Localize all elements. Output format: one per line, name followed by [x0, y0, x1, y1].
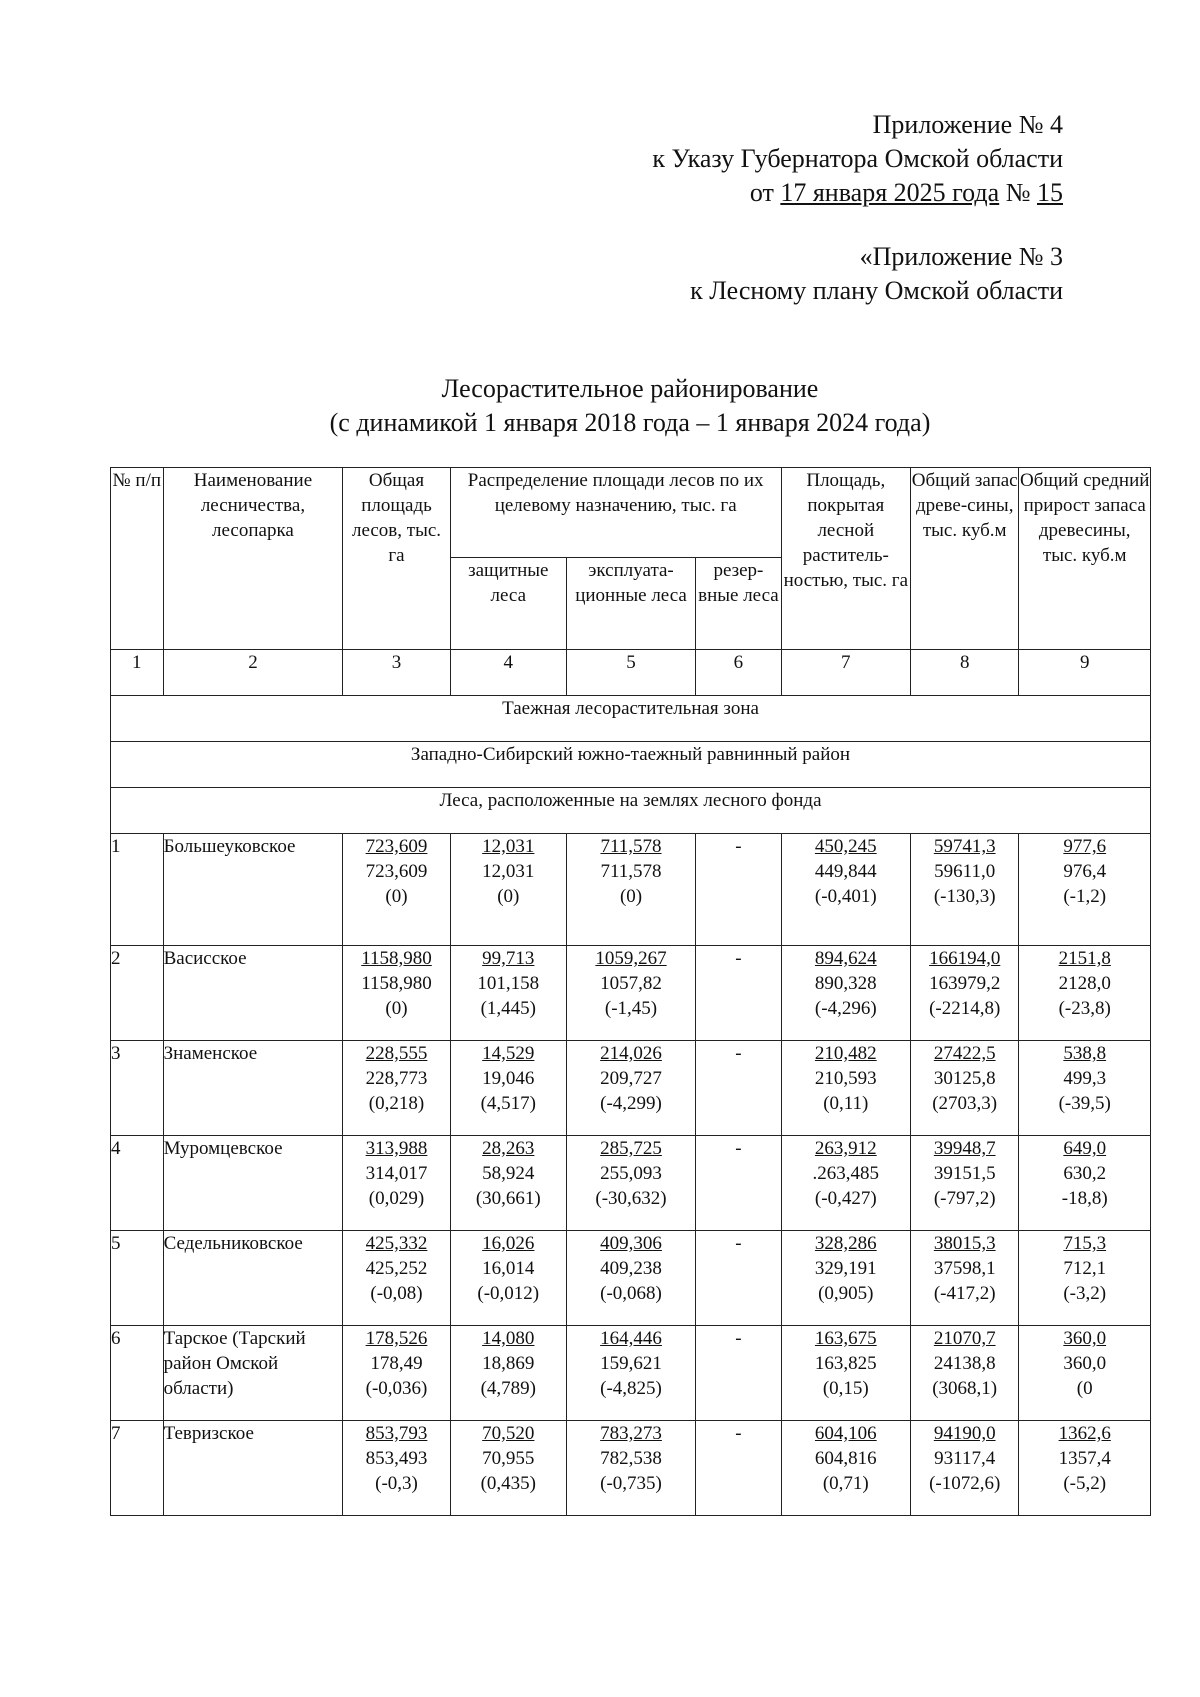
value-2024: 70,955 [482, 1448, 535, 1469]
value-2018: 2151,8 [1058, 948, 1111, 969]
table-row [111, 946, 1151, 1041]
value-change: (-0,401) [814, 886, 877, 907]
section-region: Западно-Сибирский южно-таежный равнинный район [111, 742, 1151, 788]
header-date: 17 января 2025 года [780, 178, 1000, 207]
value-2018: 1158,980 [361, 948, 432, 969]
value-2018: 711,578 [600, 836, 662, 857]
value-change: (-0,735) [600, 1473, 662, 1494]
total-area-cell [343, 1231, 450, 1326]
header-purpose-distribution: Распределение площади лесов по их целевому назначению, тыс. га [450, 468, 781, 558]
value-change: (2703,3) [932, 1093, 998, 1114]
wood-stock-cell [910, 1231, 1018, 1326]
header-date-prefix: от [749, 178, 781, 207]
table-row [111, 1231, 1151, 1326]
value-change: (0) [385, 998, 408, 1019]
value-2024: 604,816 [814, 1448, 877, 1469]
row-number: 1 [111, 834, 164, 946]
value-2024: 499,3 [1063, 1068, 1107, 1089]
value-2018: 38015,3 [933, 1233, 996, 1254]
column-number: 4 [450, 650, 566, 696]
value-change: (4,517) [480, 1093, 536, 1114]
wood-stock-cell [910, 834, 1018, 946]
value-2018: 977,6 [1063, 836, 1107, 857]
row-number: 2 [111, 946, 164, 1041]
wood-stock-cell [910, 1136, 1018, 1231]
total-area-cell [343, 834, 450, 946]
value-change: (-23,8) [1058, 998, 1111, 1019]
value-change: (-3,2) [1063, 1283, 1107, 1304]
increment-cell [1019, 1421, 1151, 1516]
value-2018: 39948,7 [933, 1138, 996, 1159]
value-2024: 449,844 [814, 861, 877, 882]
value-2018: 715,3 [1063, 1233, 1107, 1254]
production-cell [566, 1136, 695, 1231]
total-area-cell [343, 946, 450, 1041]
value-2018: 163,675 [814, 1328, 877, 1349]
value-2024: 59611,0 [934, 861, 996, 882]
forestry-name: Васисское [163, 946, 343, 1041]
value-2024: 723,609 [365, 861, 428, 882]
column-number: 7 [781, 650, 910, 696]
value-2024: 30125,8 [933, 1068, 996, 1089]
value-change: (-39,5) [1058, 1093, 1111, 1114]
value-2018: 409,306 [600, 1233, 662, 1254]
row-number: 7 [111, 1421, 164, 1516]
value-2018: 27422,5 [933, 1043, 996, 1064]
value-2024: 255,093 [600, 1163, 662, 1184]
column-number: 8 [910, 650, 1018, 696]
value-2024: 976,4 [1063, 861, 1107, 882]
value-2018: 285,725 [600, 1138, 662, 1159]
reserve-cell: - [696, 1421, 781, 1516]
value-change: -18,8) [1061, 1188, 1108, 1209]
title-line-2: (с динамикой 1 января 2018 года – 1 января 2024 года) [329, 408, 931, 437]
wood-stock-cell [910, 1326, 1018, 1421]
column-number: 5 [566, 650, 695, 696]
value-2018: 164,446 [600, 1328, 662, 1349]
protective-cell [450, 834, 566, 946]
covered-area-cell [781, 1421, 910, 1516]
protective-cell [450, 1231, 566, 1326]
covered-area-cell [781, 1231, 910, 1326]
value-2018: 263,912 [814, 1138, 877, 1159]
production-cell [566, 946, 695, 1041]
value-2024: 314,017 [365, 1163, 428, 1184]
value-change: (30,661) [475, 1188, 541, 1209]
increment-cell [1019, 834, 1151, 946]
value-2024: 12,031 [482, 861, 535, 882]
value-2018: 425,332 [365, 1233, 428, 1254]
value-change: (-4,296) [814, 998, 877, 1019]
value-2024: 1158,980 [361, 973, 432, 994]
value-2018: 604,106 [814, 1423, 877, 1444]
protective-cell [450, 1421, 566, 1516]
covered-area-cell [781, 834, 910, 946]
forestry-name: Муромцевское [163, 1136, 343, 1231]
page-title [110, 372, 1150, 440]
value-change: (0 [1076, 1378, 1093, 1399]
value-2018: 313,988 [365, 1138, 428, 1159]
protective-cell [450, 1136, 566, 1231]
value-change: (-5,2) [1063, 1473, 1107, 1494]
value-2024: 329,191 [814, 1258, 877, 1279]
value-change: (3068,1) [932, 1378, 998, 1399]
value-2018: 94190,0 [933, 1423, 996, 1444]
header-reserve-forests: резер-вные леса [696, 558, 781, 650]
table-row [111, 1421, 1151, 1516]
value-2018: 14,080 [482, 1328, 535, 1349]
value-2018: 59741,3 [933, 836, 996, 857]
value-change: (0) [619, 886, 643, 907]
value-2018: 28,263 [482, 1138, 535, 1159]
value-2024: 39151,5 [933, 1163, 996, 1184]
value-change: (-0,08) [370, 1283, 423, 1304]
value-2024: 37598,1 [933, 1258, 996, 1279]
row-number: 5 [111, 1231, 164, 1326]
value-change: (1,445) [480, 998, 536, 1019]
covered-area-cell [781, 946, 910, 1041]
column-number-row [111, 650, 1151, 696]
forestry-name: Знаменское [163, 1041, 343, 1136]
value-2018: 538,8 [1063, 1043, 1107, 1064]
value-change: (0,435) [480, 1473, 536, 1494]
reserve-cell: - [696, 834, 781, 946]
value-2018: 14,529 [482, 1043, 535, 1064]
value-change: (0,905) [818, 1283, 874, 1304]
production-cell [566, 1326, 695, 1421]
value-2024: 712,1 [1063, 1258, 1107, 1279]
value-2024: 19,046 [482, 1068, 535, 1089]
protective-cell [450, 1041, 566, 1136]
value-2018: 99,713 [482, 948, 535, 969]
value-2024: 210,593 [814, 1068, 877, 1089]
value-2018: 360,0 [1063, 1328, 1107, 1349]
forest-zoning-table [110, 467, 1151, 1516]
header-average-increment: Общий средний прирост запаса древесины, тыс. куб.м [1019, 468, 1151, 650]
header-covered-area: Площадь, покрытая лесной раститель-ностью, тыс. га [781, 468, 910, 650]
section-zone: Таежная лесорастительная зона [111, 696, 1151, 742]
value-2018: 1362,6 [1058, 1423, 1111, 1444]
increment-cell [1019, 946, 1151, 1041]
value-change: (0,218) [368, 1093, 425, 1114]
value-2018: 723,609 [365, 836, 428, 857]
increment-cell [1019, 1136, 1151, 1231]
production-cell [566, 1231, 695, 1326]
forestry-name: Большеуковское [163, 834, 343, 946]
total-area-cell [343, 1041, 450, 1136]
value-change: (-0,3) [375, 1473, 418, 1494]
value-change: (-1,2) [1063, 886, 1107, 907]
value-2024: 178,49 [370, 1353, 423, 1374]
production-cell [566, 1041, 695, 1136]
value-change: (0,11) [823, 1093, 869, 1114]
header-forestry-name: Наименование лесничества, лесопарка [163, 468, 343, 650]
reserve-cell: - [696, 1041, 781, 1136]
value-2024: 1357,4 [1058, 1448, 1111, 1469]
value-2018: 70,520 [482, 1423, 535, 1444]
header-protective-forests: защитные леса [450, 558, 566, 650]
covered-area-cell [781, 1136, 910, 1231]
value-change: (-30,632) [595, 1188, 667, 1209]
increment-cell [1019, 1231, 1151, 1326]
title-line-1: Лесорастительное районирование [441, 374, 819, 403]
forestry-name: Седельниковское [163, 1231, 343, 1326]
value-2018: 214,026 [600, 1043, 662, 1064]
subheader-line-plan: к Лесному плану Омской области [690, 276, 1063, 305]
value-2024: 159,621 [600, 1353, 662, 1374]
value-2018: 12,031 [482, 836, 535, 857]
value-2024: 890,328 [814, 973, 877, 994]
document-subheader [690, 240, 1063, 308]
value-change: (0,71) [822, 1473, 869, 1494]
value-2018: 450,245 [814, 836, 877, 857]
value-change: (-1,45) [604, 998, 658, 1019]
section-land-category: Леса, расположенные на землях лесного фонда [111, 788, 1151, 834]
value-2024: 1057,82 [600, 973, 662, 994]
row-number: 6 [111, 1326, 164, 1421]
value-2024: 18,869 [482, 1353, 535, 1374]
subheader-line-appendix: «Приложение № 3 [859, 242, 1063, 271]
value-2024: 425,252 [365, 1258, 428, 1279]
value-2024: 209,727 [600, 1068, 662, 1089]
value-change: (-4,299) [600, 1093, 662, 1114]
value-2024: 24138,8 [933, 1353, 996, 1374]
value-2018: 894,624 [814, 948, 877, 969]
header-number: 15 [1037, 178, 1063, 207]
reserve-cell: - [696, 1326, 781, 1421]
value-change: (-1072,6) [929, 1473, 1001, 1494]
wood-stock-cell [910, 946, 1018, 1041]
value-2024: 2128,0 [1058, 973, 1111, 994]
increment-cell [1019, 1041, 1151, 1136]
value-2024: .263,485 [812, 1163, 880, 1184]
value-2018: 328,286 [814, 1233, 877, 1254]
value-change: (0,15) [822, 1378, 869, 1399]
header-line-date [652, 176, 1063, 210]
row-number: 4 [111, 1136, 164, 1231]
column-number: 9 [1019, 650, 1151, 696]
table-row [111, 1041, 1151, 1136]
value-2024: 360,0 [1063, 1353, 1107, 1374]
production-cell [566, 834, 695, 946]
value-2018: 16,026 [482, 1233, 535, 1254]
row-number: 3 [111, 1041, 164, 1136]
value-2018: 228,555 [365, 1043, 428, 1064]
table-row [111, 834, 1151, 946]
value-2018: 649,0 [1063, 1138, 1107, 1159]
reserve-cell: - [696, 1231, 781, 1326]
value-2024: 93117,4 [934, 1448, 996, 1469]
value-change: (-0,068) [600, 1283, 662, 1304]
forestry-name: Тарское (Тарский район Омской области) [163, 1326, 343, 1421]
column-number: 2 [163, 650, 343, 696]
value-2024: 228,773 [365, 1068, 428, 1089]
increment-cell [1019, 1326, 1151, 1421]
table-row [111, 1136, 1151, 1231]
header-number-prefix: № [999, 178, 1037, 207]
reserve-cell: - [696, 1136, 781, 1231]
column-number: 1 [111, 650, 164, 696]
value-2018: 853,793 [365, 1423, 428, 1444]
total-area-cell [343, 1326, 450, 1421]
table-row [111, 1326, 1151, 1421]
value-change: (4,789) [480, 1378, 536, 1399]
header-wood-stock: Общий запас древе-сины, тыс. куб.м [910, 468, 1018, 650]
value-change: (0,029) [368, 1188, 425, 1209]
wood-stock-cell [910, 1041, 1018, 1136]
value-change: (-797,2) [933, 1188, 996, 1209]
value-2018: 210,482 [814, 1043, 877, 1064]
header-total-area: Общая площадь лесов, тыс. га [343, 468, 450, 650]
value-change: (0) [385, 886, 408, 907]
header-line-decree: к Указу Губернатора Омской области [652, 144, 1063, 173]
value-2024: 163,825 [814, 1353, 877, 1374]
value-2018: 21070,7 [933, 1328, 996, 1349]
wood-stock-cell [910, 1421, 1018, 1516]
value-change: (-417,2) [933, 1283, 996, 1304]
value-2024: 58,924 [482, 1163, 535, 1184]
protective-cell [450, 1326, 566, 1421]
value-change: (-0,427) [814, 1188, 877, 1209]
value-change: (-0,012) [477, 1283, 540, 1304]
value-2024: 853,493 [365, 1448, 428, 1469]
value-2024: 409,238 [600, 1258, 662, 1279]
reserve-cell: - [696, 946, 781, 1041]
total-area-cell [343, 1421, 450, 1516]
value-change: (0) [497, 886, 520, 907]
covered-area-cell [781, 1326, 910, 1421]
value-2024: 163979,2 [929, 973, 1001, 994]
production-cell [566, 1421, 695, 1516]
column-number: 6 [696, 650, 781, 696]
value-2018: 166194,0 [929, 948, 1001, 969]
value-2024: 101,158 [477, 973, 540, 994]
value-2018: 178,526 [365, 1328, 428, 1349]
covered-area-cell [781, 1041, 910, 1136]
value-2018: 783,273 [600, 1423, 662, 1444]
header-row-number: № п/п [111, 468, 164, 650]
total-area-cell [343, 1136, 450, 1231]
header-line-appendix: Приложение № 4 [872, 110, 1063, 139]
column-number: 3 [343, 650, 450, 696]
value-change: (-2214,8) [929, 998, 1001, 1019]
value-change: (-4,825) [600, 1378, 662, 1399]
forestry-name: Тевризское [163, 1421, 343, 1516]
value-2018: 1059,267 [595, 948, 667, 969]
document-header [652, 108, 1063, 210]
value-2024: 711,578 [600, 861, 662, 882]
value-2024: 16,014 [482, 1258, 535, 1279]
value-change: (-130,3) [933, 886, 996, 907]
value-2024: 630,2 [1063, 1163, 1107, 1184]
value-2024: 782,538 [600, 1448, 662, 1469]
header-production-forests: эксплуата-ционные леса [566, 558, 695, 650]
protective-cell [450, 946, 566, 1041]
value-change: (-0,036) [365, 1378, 428, 1399]
